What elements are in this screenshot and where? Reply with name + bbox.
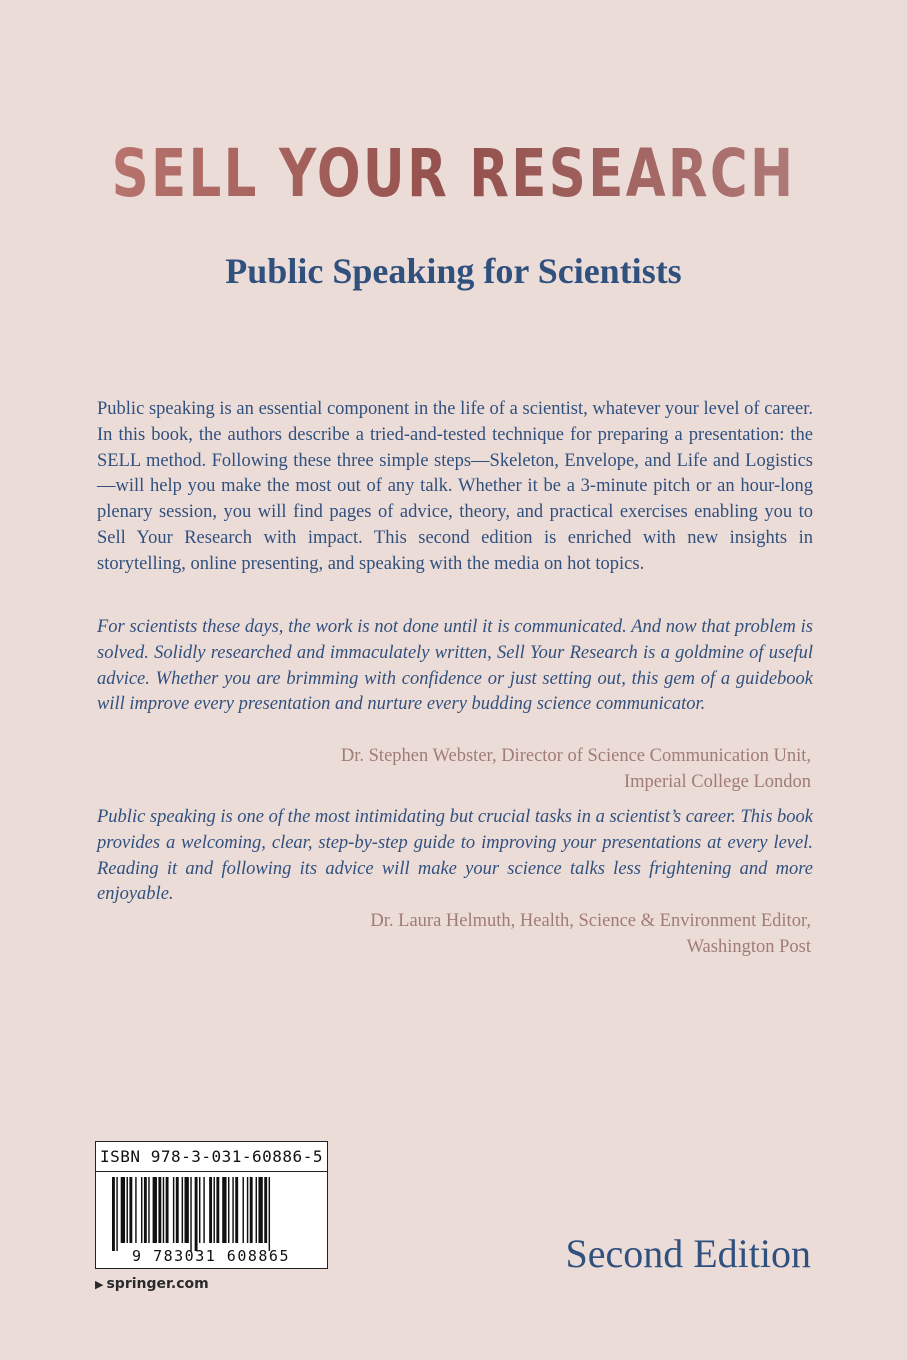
book-subtitle: Public Speaking for Scientists — [225, 251, 682, 291]
barcode-bar — [129, 1177, 132, 1243]
barcode-bar — [182, 1177, 183, 1243]
barcode-bar — [250, 1177, 253, 1243]
barcode-bar — [209, 1177, 212, 1243]
book-title: SELL YOUR RESEARCH — [100, 138, 807, 211]
barcode-bar — [173, 1177, 174, 1243]
barcode-bar — [158, 1177, 161, 1243]
barcode-bar — [127, 1177, 128, 1243]
isbn-label: ISBN 978-3-031-60886-5 — [96, 1142, 327, 1172]
edition-label: Second Edition — [565, 1231, 811, 1276]
barcode-bar — [176, 1177, 179, 1243]
barcode-bar — [166, 1177, 169, 1243]
barcode-bar — [203, 1177, 204, 1243]
barcode-bar — [243, 1177, 244, 1243]
barcode-bar — [258, 1177, 262, 1243]
barcode-bar — [195, 1177, 198, 1251]
barcode-bar — [135, 1177, 136, 1243]
barcode-bar — [214, 1177, 215, 1243]
barcode-bar — [235, 1177, 238, 1243]
barcode-bar — [141, 1177, 142, 1243]
barcode-bar — [148, 1177, 149, 1243]
attribution-1-line-2: Imperial College London — [623, 771, 811, 792]
attribution-1-line-1: Dr. Stephen Webster, Director of Science Communication Unit, — [340, 746, 811, 766]
barcode-bar — [222, 1177, 226, 1243]
barcode-bar — [144, 1177, 147, 1243]
barcode-bar — [256, 1177, 257, 1243]
barcode-bar — [247, 1177, 248, 1243]
triangle-right-icon: ▶ — [95, 1278, 104, 1291]
publisher-url: springer.com — [106, 1276, 209, 1292]
barcode-bar — [269, 1177, 270, 1251]
barcode-bar — [216, 1177, 219, 1243]
barcode-bar — [121, 1177, 125, 1243]
barcode-bar — [232, 1177, 233, 1243]
book-description: Public speaking is an essential component in the life of a scientist, whatever your level of career. In this book, the authors describe a tried-and-tested technique for preparing a presentation: the SELL method. Following these three simple steps—Skeleton, Envelope, and Life and Logistics—will help you make the most out of any talk. Whether it be a 3-minute pitch or an hour-long plenary session, you will find pages of advice, theory, and practical exercises enabling you to Sell Your Research with impact. This second edition is enriched with new insights in storytelling, online presenting, and speaking with the media on hot topics. — [97, 399, 813, 574]
endorsement-quote-2: Public speaking is one of the most intimidating but crucial tasks in a scientist’s career. This book provides a welcoming, clear, step-by-step guide to improving your presentations at every level. Reading it and following its advice will make your science talks less frightening and more enjoyable. — [97, 807, 813, 905]
barcode-bar — [199, 1177, 200, 1243]
barcode-bar — [116, 1177, 117, 1251]
barcode-icon — [96, 1171, 327, 1268]
endorsement-attribution-1 — [211, 744, 811, 796]
barcode-bar — [112, 1177, 115, 1251]
endorsement-attribution-2 — [211, 909, 811, 961]
barcode-bar — [153, 1177, 157, 1243]
endorsement-quote-1: For scientists these days, the work is not done until it is communicated. And now that problem is solved. Solidly researched and immaculately written, Sell Your Research is a goldmine of useful advice. Whether you are brimming with confidence or just setting out, this gem of a guidebook will improve every presentation and nurture every budding science communicator. — [97, 617, 813, 715]
attribution-2-line-1: Dr. Laura Helmuth, Health, Science & Environment Editor, — [370, 911, 811, 931]
barcode-bar — [264, 1177, 267, 1243]
publisher-link[interactable] — [95, 1276, 209, 1292]
barcode-digits: 9 783031 608865 — [132, 1247, 290, 1265]
attribution-2-line-2: Washington Post — [686, 936, 811, 957]
barcode-bar — [190, 1177, 191, 1251]
isbn-barcode — [95, 1141, 328, 1269]
barcode-bar — [228, 1177, 229, 1243]
barcode-bar — [185, 1177, 189, 1243]
barcode-bar — [163, 1177, 164, 1243]
